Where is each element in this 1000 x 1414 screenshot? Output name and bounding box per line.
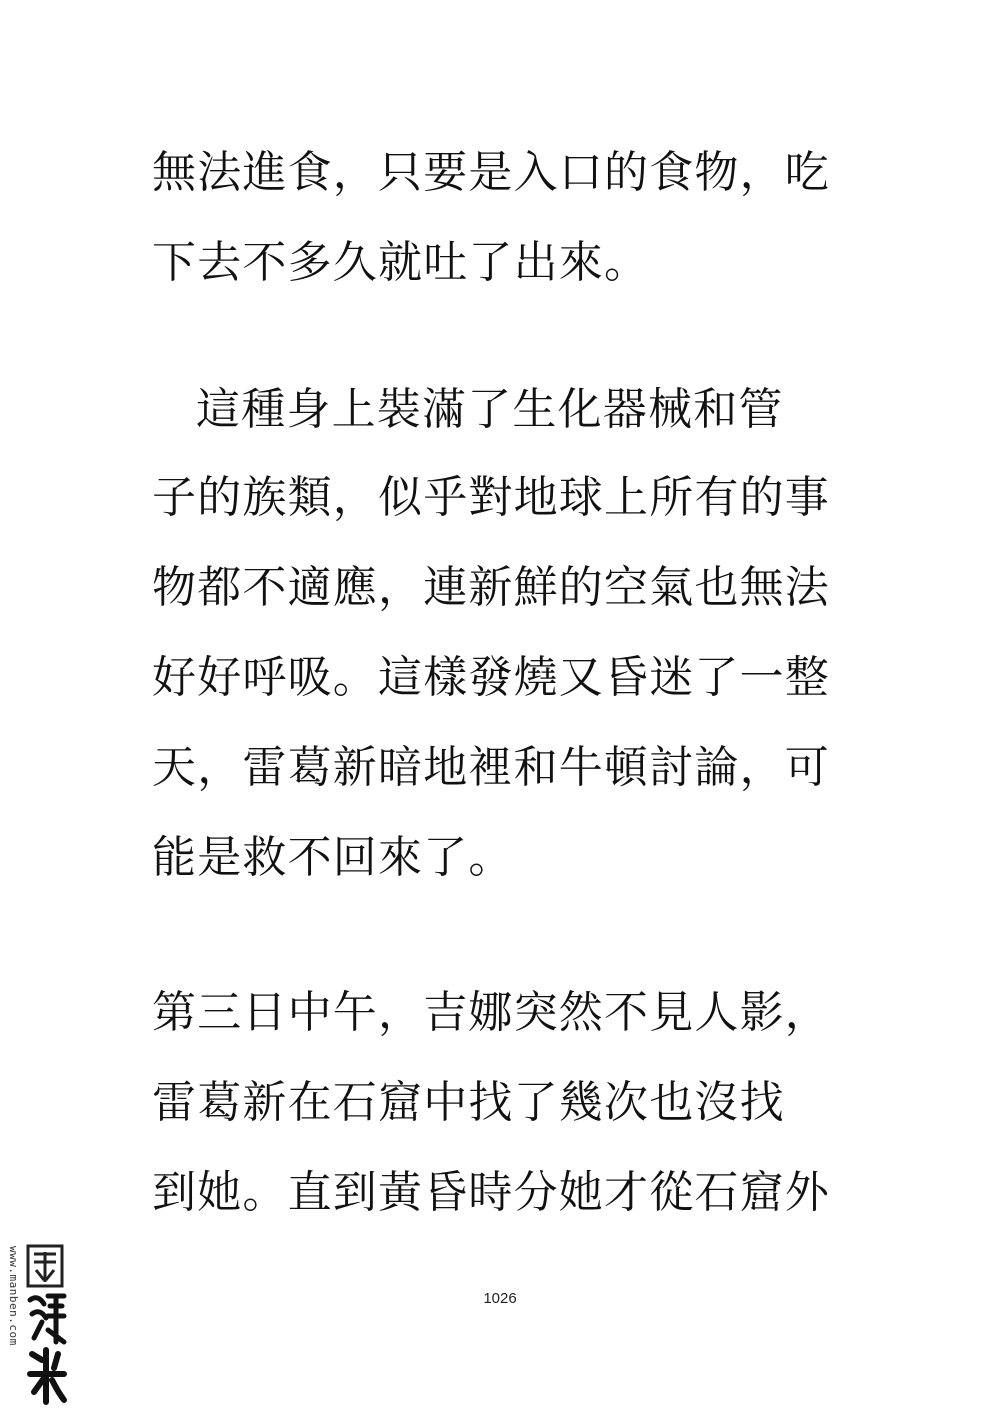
site-watermark [0, 1242, 72, 1407]
text-line-5: 物都不適應，連新鮮的空氣也無法 [152, 562, 830, 613]
manben-logo-icon [24, 1242, 68, 1407]
text-line-4: 子的族類，似乎對地球上所有的事 [152, 472, 830, 523]
text-line-11: 到她。直到黃昏時分她才從石窟外 [152, 1167, 830, 1218]
text-line-2: 下去不多久就吐了出來。 [152, 237, 650, 288]
page-number: 1026 [483, 1290, 517, 1307]
text-line-3: 這種身上裝滿了生化器械和管 [196, 384, 784, 435]
text-line-8: 能是救不回來了。 [152, 832, 514, 883]
text-line-10: 雷葛新在石窟中找了幾次也沒找 [152, 1077, 785, 1128]
text-line-9: 第三日中午，吉娜突然不見人影， [152, 987, 830, 1038]
watermark-url: www.manben.com [7, 1246, 20, 1346]
text-line-6: 好好呼吸。這樣發燒又昏迷了一整 [152, 652, 830, 703]
text-line-1: 無法進食，只要是入口的食物，吃 [152, 147, 830, 198]
text-line-7: 天，雷葛新暗地裡和牛頓討論，可 [152, 742, 830, 793]
